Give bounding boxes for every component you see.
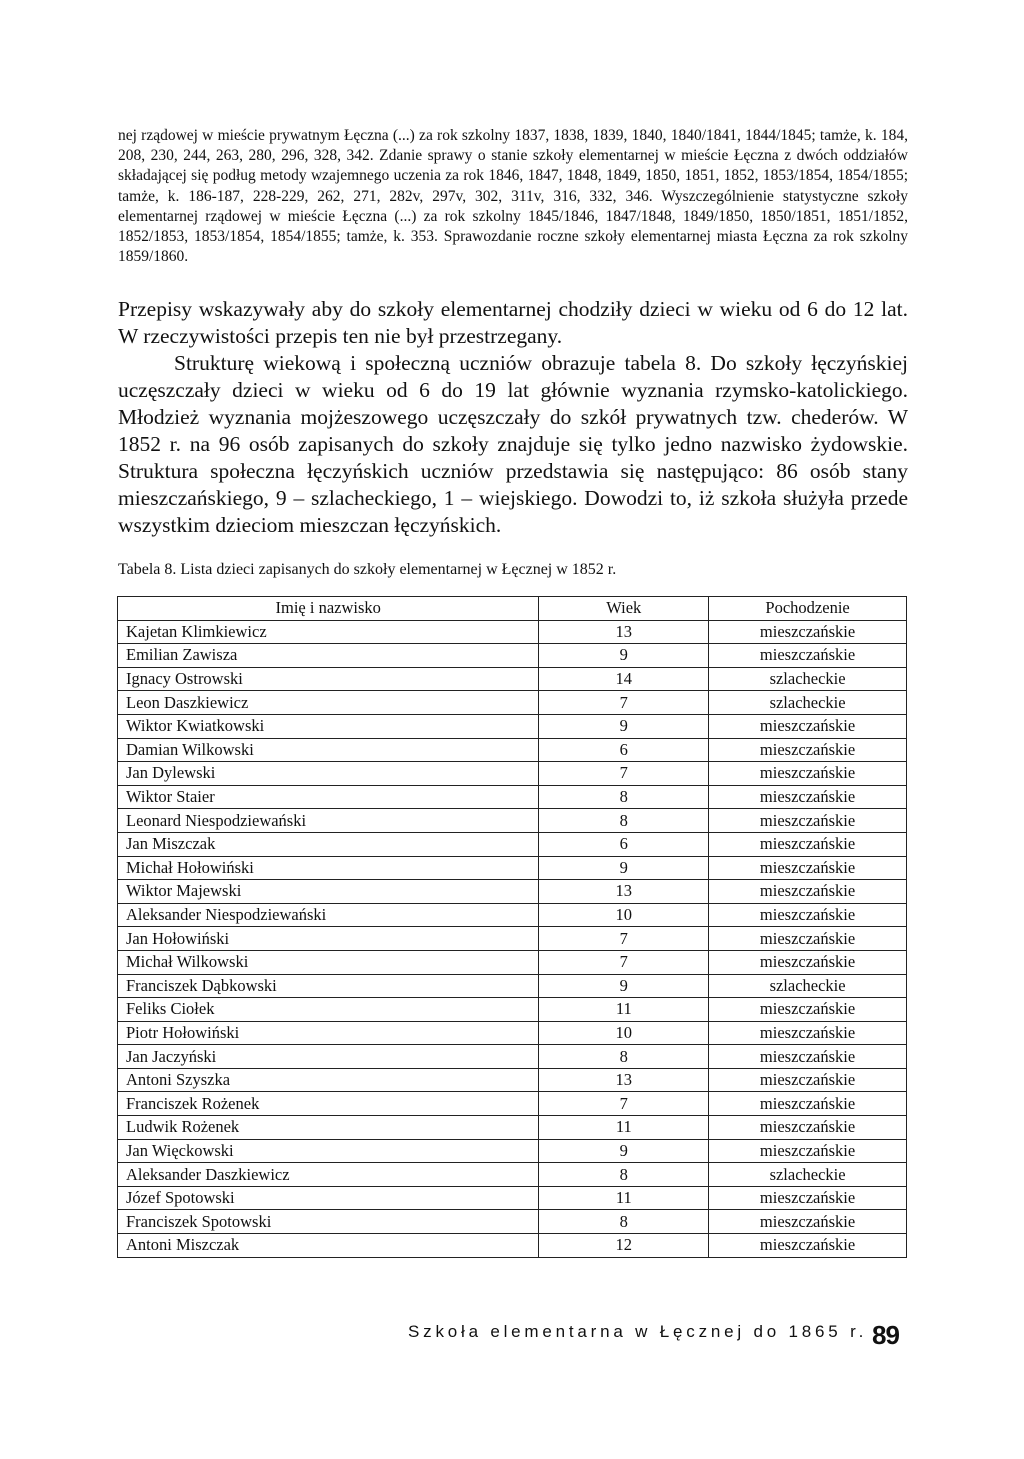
table-row bbox=[118, 644, 907, 668]
cell-age: 11 bbox=[539, 1116, 709, 1140]
header-origin: Pochodzenie bbox=[709, 597, 907, 621]
cell-name: Michał Hołowiński bbox=[118, 856, 539, 880]
table-row bbox=[118, 950, 907, 974]
cell-origin: mieszczańskie bbox=[709, 644, 907, 668]
cell-age: 9 bbox=[539, 714, 709, 738]
cell-origin: mieszczańskie bbox=[709, 785, 907, 809]
cell-age: 14 bbox=[539, 667, 709, 691]
table-row bbox=[118, 856, 907, 880]
cell-name: Feliks Ciołek bbox=[118, 998, 539, 1022]
table-row bbox=[118, 974, 907, 998]
table-row bbox=[118, 620, 907, 644]
cell-name: Ludwik Rożenek bbox=[118, 1116, 539, 1140]
students-table bbox=[117, 596, 907, 1258]
cell-origin: szlacheckie bbox=[709, 974, 907, 998]
cell-origin: mieszczańskie bbox=[709, 1021, 907, 1045]
cell-name: Kajetan Klimkiewicz bbox=[118, 620, 539, 644]
cell-name: Leon Daszkiewicz bbox=[118, 691, 539, 715]
cell-origin: mieszczańskie bbox=[709, 950, 907, 974]
footnote-text: nej rządowej w mieście prywatnym Łęczna (...) za rok szkolny 1837, 1838, 1839, 1840, 1840/1841, 1844/1845; tamże, k. 184, 208, 230, 244, 263, 280, 296, 328, 342. Zdanie sprawy o stanie szkoły elementarnej w mieście Łęczna z dwóch oddziałów składającej się podług metody wzajemnego uczenia za rok 1846, 1847, 1848, 1849, 1850, 1851, 1852, 1853/1854, 1854/1855; tamże, k. 186-187, 228-229, 262, 271, 282v, 297v, 302, 311v, 316, 332, 346. Wyszczególnienie statystyczne szkoły elementarnej rządowej w mieście Łęczna (...) za rok szkolny 1845/1846, 1847/1848, 1849/1850, 1850/1851, 1851/1852, 1852/1853, 1853/1854, 1854/1855; tamże, k. 353. Sprawozdanie roczne szkoły elementarnej miasta Łęczna za rok szkolny 1859/1860. bbox=[118, 127, 908, 266]
table-row bbox=[118, 998, 907, 1022]
cell-origin: mieszczańskie bbox=[709, 620, 907, 644]
cell-age: 12 bbox=[539, 1234, 709, 1258]
table-caption: Tabela 8. Lista dzieci zapisanych do szkoły elementarnej w Łęcznej w 1852 r. bbox=[118, 561, 617, 578]
cell-origin: szlacheckie bbox=[709, 1163, 907, 1187]
cell-age: 7 bbox=[539, 1092, 709, 1116]
main-text bbox=[118, 296, 908, 539]
cell-origin: mieszczańskie bbox=[709, 927, 907, 951]
table-row bbox=[118, 785, 907, 809]
cell-age: 7 bbox=[539, 927, 709, 951]
cell-origin: mieszczańskie bbox=[709, 1186, 907, 1210]
table-row bbox=[118, 1092, 907, 1116]
cell-name: Ignacy Ostrowski bbox=[118, 667, 539, 691]
table-row bbox=[118, 1234, 907, 1258]
cell-name: Emilian Zawisza bbox=[118, 644, 539, 668]
cell-age: 9 bbox=[539, 974, 709, 998]
table-row bbox=[118, 1068, 907, 1092]
table-row bbox=[118, 809, 907, 833]
cell-name: Wiktor Kwiatkowski bbox=[118, 714, 539, 738]
cell-age: 6 bbox=[539, 832, 709, 856]
cell-origin: mieszczańskie bbox=[709, 998, 907, 1022]
cell-age: 6 bbox=[539, 738, 709, 762]
cell-age: 13 bbox=[539, 1068, 709, 1092]
cell-name: Michał Wilkowski bbox=[118, 950, 539, 974]
cell-name: Aleksander Daszkiewicz bbox=[118, 1163, 539, 1187]
cell-age: 7 bbox=[539, 762, 709, 786]
cell-age: 7 bbox=[539, 691, 709, 715]
table-row bbox=[118, 1045, 907, 1069]
cell-age: 7 bbox=[539, 950, 709, 974]
cell-name: Jan Hołowiński bbox=[118, 927, 539, 951]
table-row bbox=[118, 1186, 907, 1210]
cell-origin: mieszczańskie bbox=[709, 903, 907, 927]
cell-name: Franciszek Rożenek bbox=[118, 1092, 539, 1116]
cell-origin: mieszczańskie bbox=[709, 832, 907, 856]
cell-age: 8 bbox=[539, 1045, 709, 1069]
header-age: Wiek bbox=[539, 597, 709, 621]
cell-age: 10 bbox=[539, 903, 709, 927]
cell-age: 11 bbox=[539, 1186, 709, 1210]
table-row bbox=[118, 667, 907, 691]
cell-origin: mieszczańskie bbox=[709, 1045, 907, 1069]
cell-name: Wiktor Majewski bbox=[118, 880, 539, 904]
table-row bbox=[118, 738, 907, 762]
cell-name: Jan Więckowski bbox=[118, 1139, 539, 1163]
running-title: Szkoła elementarna w Łęcznej do 1865 r. bbox=[408, 1322, 868, 1341]
cell-origin: mieszczańskie bbox=[709, 1234, 907, 1258]
cell-age: 11 bbox=[539, 998, 709, 1022]
cell-origin: szlacheckie bbox=[709, 691, 907, 715]
cell-age: 9 bbox=[539, 1139, 709, 1163]
cell-name: Franciszek Spotowski bbox=[118, 1210, 539, 1234]
cell-age: 9 bbox=[539, 856, 709, 880]
cell-name: Aleksander Niespodziewański bbox=[118, 903, 539, 927]
table-row bbox=[118, 832, 907, 856]
cell-origin: mieszczańskie bbox=[709, 1139, 907, 1163]
cell-name: Jan Jaczyński bbox=[118, 1045, 539, 1069]
table-row bbox=[118, 1210, 907, 1234]
page-number: 89 bbox=[872, 1320, 899, 1350]
table-row bbox=[118, 1021, 907, 1045]
table-row bbox=[118, 1163, 907, 1187]
paragraph-1: Przepisy wskazywały aby do szkoły elementarnej chodziły dzieci w wieku od 6 do 12 lat. W rzeczywistości przepis ten nie był przestrzegany. bbox=[118, 297, 908, 348]
cell-origin: mieszczańskie bbox=[709, 1092, 907, 1116]
cell-origin: mieszczańskie bbox=[709, 762, 907, 786]
cell-age: 13 bbox=[539, 880, 709, 904]
cell-origin: mieszczańskie bbox=[709, 1068, 907, 1092]
table-row bbox=[118, 691, 907, 715]
cell-name: Damian Wilkowski bbox=[118, 738, 539, 762]
cell-name: Antoni Miszczak bbox=[118, 1234, 539, 1258]
table-row bbox=[118, 880, 907, 904]
cell-age: 8 bbox=[539, 1210, 709, 1234]
cell-origin: szlacheckie bbox=[709, 667, 907, 691]
cell-age: 13 bbox=[539, 620, 709, 644]
cell-name: Jan Dylewski bbox=[118, 762, 539, 786]
cell-origin: mieszczańskie bbox=[709, 1210, 907, 1234]
header-name: Imię i nazwisko bbox=[118, 597, 539, 621]
cell-age: 8 bbox=[539, 809, 709, 833]
paragraph-2: Strukturę wiekową i społeczną uczniów obrazuje tabela 8. Do szkoły łęczyńskiej uczęszczały dzieci w wieku od 6 do 19 lat głównie wyznania rzymsko-katolickiego. Młodzież wyznania mojżeszowego uczęszczały do szkół prywatnych tzw. chederów. W 1852 r. na 96 osób zapisanych do szkoły znajduje się tylko jedno nazwisko żydowskie. Struktura społeczna łęczyńskich uczniów przedstawia się następująco: 86 osób stany mieszczańskiego, 9 – szlacheckiego, 1 – wiejskiego. Dowodzi to, iż szkoła służyła przede wszystkim dzieciom mieszczan łęczyńskich. bbox=[118, 351, 908, 537]
table-row bbox=[118, 927, 907, 951]
table-row bbox=[118, 714, 907, 738]
cell-age: 8 bbox=[539, 1163, 709, 1187]
cell-name: Franciszek Dąbkowski bbox=[118, 974, 539, 998]
cell-name: Józef Spotowski bbox=[118, 1186, 539, 1210]
cell-name: Piotr Hołowiński bbox=[118, 1021, 539, 1045]
cell-origin: mieszczańskie bbox=[709, 809, 907, 833]
table-header-row bbox=[118, 597, 907, 621]
cell-age: 10 bbox=[539, 1021, 709, 1045]
cell-origin: mieszczańskie bbox=[709, 714, 907, 738]
table-row bbox=[118, 1139, 907, 1163]
cell-age: 8 bbox=[539, 785, 709, 809]
cell-name: Jan Miszczak bbox=[118, 832, 539, 856]
cell-origin: mieszczańskie bbox=[709, 880, 907, 904]
cell-name: Leonard Niespodziewański bbox=[118, 809, 539, 833]
cell-name: Antoni Szyszka bbox=[118, 1068, 539, 1092]
table-body bbox=[118, 620, 907, 1257]
cell-name: Wiktor Staier bbox=[118, 785, 539, 809]
table-row bbox=[118, 1116, 907, 1140]
cell-origin: mieszczańskie bbox=[709, 856, 907, 880]
table-row bbox=[118, 903, 907, 927]
table-row bbox=[118, 762, 907, 786]
cell-age: 9 bbox=[539, 644, 709, 668]
cell-origin: mieszczańskie bbox=[709, 1116, 907, 1140]
cell-origin: mieszczańskie bbox=[709, 738, 907, 762]
